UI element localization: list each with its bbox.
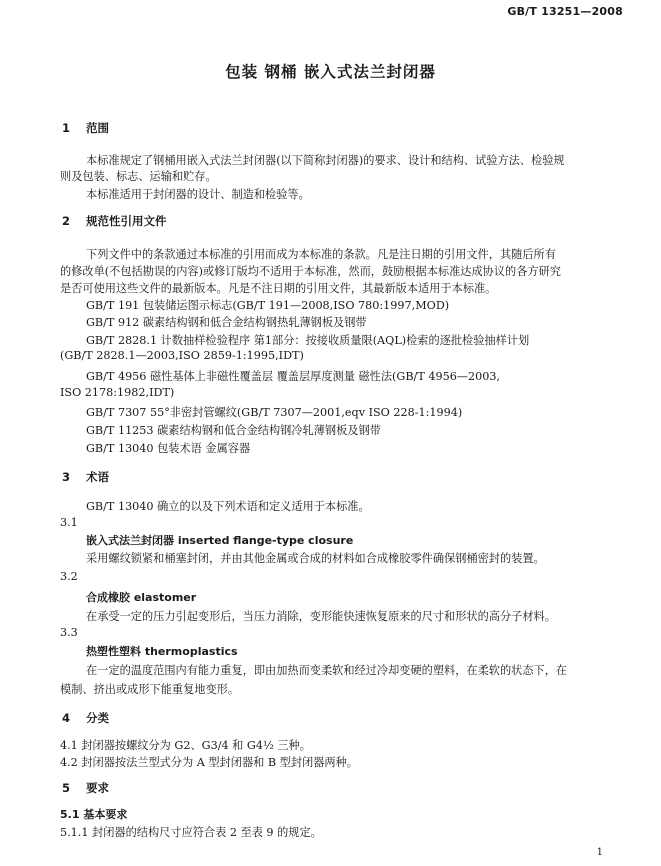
paragraph-line: 本标准适用于封闭器的设计、制造和检验等。 — [86, 188, 310, 201]
section-title: 规范性引用文件 — [86, 214, 167, 228]
term-title: 合成橡胶 elastomer — [86, 591, 197, 604]
reference-item: GB/T 4956 磁性基体上非磁性覆盖层 覆盖层厚度测量 磁性法(GB/T 4956—2003, — [86, 370, 501, 383]
reference-item: GB/T 191 包装储运图示标志(GB/T 191—2008,ISO 780:1997,MOD) — [86, 299, 450, 312]
paragraph-line: GB/T 13040 确立的以及下列术语和定义适用于本标准。 — [86, 500, 370, 513]
paragraph-line: 则及包装、标志、运输和贮存。 — [60, 170, 217, 183]
clause-line: 5.1.1 封闭器的结构尺寸应符合表 2 至表 9 的规定。 — [60, 826, 322, 839]
term-definition-continued: 模制、挤出或成形下能重复地变形。 — [60, 683, 240, 696]
section-2-heading — [62, 213, 167, 229]
section-5-heading — [62, 780, 109, 796]
section-4-heading — [62, 710, 109, 726]
paragraph-line: 是否可使用这些文件的最新版本。凡是不注日期的引用文件，其最新版本适用于本标准。 — [60, 282, 497, 295]
section-title: 分类 — [86, 711, 109, 725]
section-number: 3 — [62, 470, 71, 484]
clause-heading: 5.1 基本要求 — [60, 808, 128, 821]
term-title: 嵌入式法兰封闭器 inserted flange-type closure — [86, 534, 354, 547]
clause-number: 3.1 — [60, 516, 78, 529]
section-title: 要求 — [86, 781, 109, 795]
document-title: 包装 钢桶 嵌入式法兰封闭器 — [225, 63, 436, 81]
term-definition: 采用螺纹锁紧和桶塞封闭，并由其他金属或合成的材料如合成橡胶零件确保钢桶密封的装置。 — [86, 552, 545, 565]
clause-line: 4.2 封闭器按法兰型式分为 A 型封闭器和 B 型封闭器两种。 — [60, 756, 358, 769]
reference-item: GB/T 2828.1 计数抽样检验程序 第1部分：按接收质量限(AQL)检索的逐批检验抽样计划 — [86, 334, 530, 347]
reference-item-continued: ISO 2178:1982,IDT) — [60, 386, 175, 399]
reference-item-continued: (GB/T 2828.1—2003,ISO 2859-1:1995,IDT) — [60, 349, 304, 362]
reference-item: GB/T 11253 碳素结构钢和低合金结构钢冷轧薄钢板及钢带 — [86, 424, 381, 437]
page-number: 1 — [596, 847, 603, 858]
section-number: 5 — [62, 781, 71, 795]
section-title: 范围 — [86, 121, 109, 135]
section-title: 术语 — [86, 470, 109, 484]
term-definition: 在承受一定的压力引起变形后，当压力消除，变形能快速恢复原来的尺寸和形状的高分子材料。 — [86, 610, 556, 623]
paragraph-line: 的修改单(不包括勘误的内容)或修订版均不适用于本标准，然而，鼓励根据本标准达成协议的各方研究 — [60, 265, 561, 278]
clause-number: 3.3 — [60, 626, 78, 639]
term-definition: 在一定的温度范围内有能力重复，即由加热而变柔软和经过冷却变硬的塑料，在柔软的状态下，在 — [86, 664, 568, 677]
term-title: 热塑性塑料 thermoplastics — [86, 645, 238, 658]
standard-code: GB/T 13251—2008 — [507, 5, 623, 18]
paragraph-line: 本标准规定了钢桶用嵌入式法兰封闭器(以下简称封闭器)的要求、设计和结构、试验方法、检验规 — [86, 154, 565, 167]
paragraph-line: 下列文件中的条款通过本标准的引用而成为本标准的条款。凡是注日期的引用文件，其随后所有 — [86, 248, 556, 261]
reference-item: GB/T 912 碳素结构钢和低合金结构钢热轧薄钢板及钢带 — [86, 316, 367, 329]
section-1-heading — [62, 120, 109, 136]
section-3-heading — [62, 469, 109, 485]
section-number: 2 — [62, 214, 71, 228]
reference-item: GB/T 7307 55°非密封管螺纹(GB/T 7307—2001,eqv ISO 228-1:1994) — [86, 406, 463, 419]
reference-item: GB/T 13040 包装术语 金属容器 — [86, 442, 251, 455]
section-number: 1 — [62, 121, 71, 135]
section-number: 4 — [62, 711, 71, 725]
clause-line: 4.1 封闭器按螺纹分为 G2、G3/4 和 G4½ 三种。 — [60, 739, 311, 752]
clause-number: 3.2 — [60, 570, 78, 583]
